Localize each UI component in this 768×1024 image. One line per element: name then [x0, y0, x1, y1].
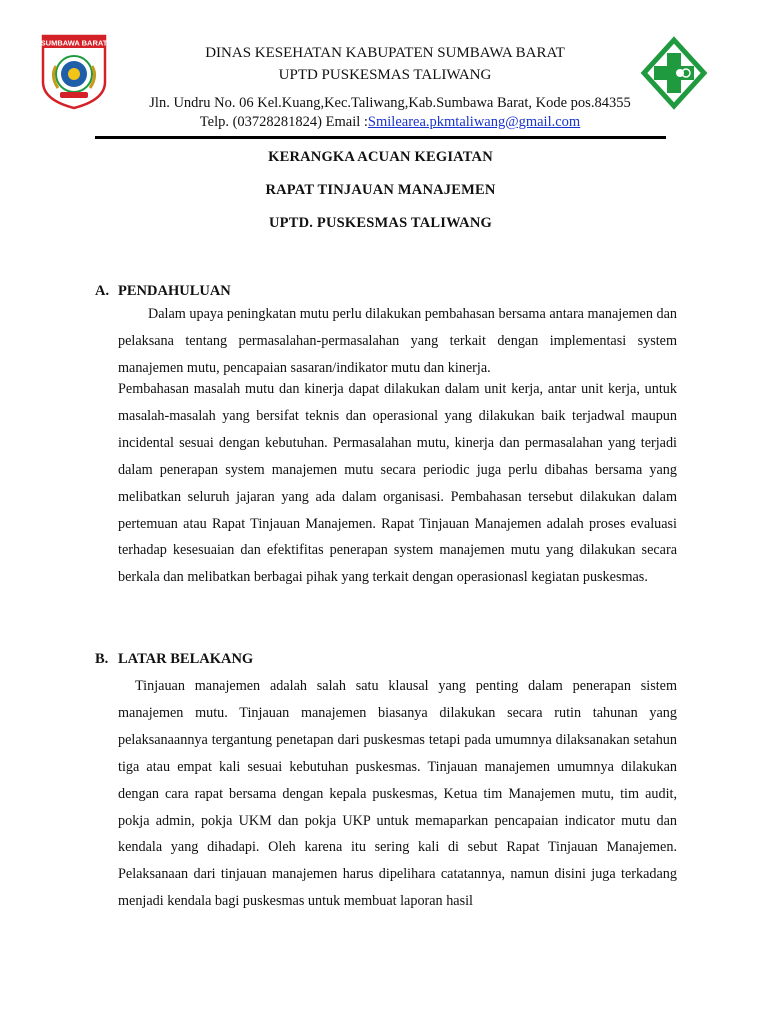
section-heading-pendahuluan [95, 283, 231, 300]
section-heading-latar-belakang [95, 651, 253, 668]
letterhead-contact [120, 113, 660, 132]
document-organization: UPTD. PUSKESMAS TALIWANG [268, 215, 492, 231]
section-title: PENDAHULUAN [118, 283, 231, 299]
sumbawa-barat-logo [40, 32, 108, 110]
section-title: LATAR BELAKANG [118, 651, 254, 667]
letterhead-divider [95, 136, 666, 139]
letterhead-unit: UPTD PUSKESMAS TALIWANG [278, 67, 492, 83]
email-link[interactable]: Smilearea.pkmtaliwang@gmail.com [367, 114, 581, 130]
paragraph: Tinjauan manajemen adalah salah satu klausal yang penting dalam penerapan sistem manajemen mutu. Tinjauan manajemen biasanya dilakukan secara rutin tahunan yang pelaksanaannya tergantung penetapan dari puskesmas tetapi pada umumnya dilaksanakan setahun tiga atau empat kali sesuai kebutuhan puskesmas. Tinjauan manajemen umumnya dilakukan dengan cara rapat bersama dengan kepala puskesmas, Ketua tim Manajemen mutu, tim audit, pokja admin, pokja UKM dan pokja UKP untuk memaparkan pencapaian indicator mutu dan kendala yang dihadapi. Oleh karena itu sering kali di sebut Rapat Tinjauan Manajemen. Pelaksanaan dari tinjauan manajemen harus dipelihara catatannya, namun disini juga terkadang menjadi kendala bagi puskesmas untuk membuat laporan hasil [118, 678, 677, 910]
letterhead-agency: DINAS KESEHATAN KABUPATEN SUMBAWA BARAT [205, 45, 565, 61]
section-number: A. [95, 283, 110, 299]
section-number: B. [95, 651, 109, 667]
paragraph: Dalam upaya peningkatan mutu perlu dilakukan pembahasan bersama antara manajemen dan pelaksana tentang permasalahan-permasalahan yang terkait dengan implementasi system manajemen mutu, pencapaian sasaran/indikator mutu dan kinerja. [118, 306, 677, 376]
document-title: KERANGKA ACUAN KEGIATAN [268, 149, 493, 165]
paragraph: Pembahasan masalah mutu dan kinerja dapat dilakukan dalam unit kerja, antar unit kerja, untuk masalah-masalah yang bersifat teknis dan operasional yang dilakukan baik terjadwal maupun incidental sesuai dengan kebutuhan. Permasalahan mutu, kinerja dan permasalahan yang terjadi dalam penerapan system manajemen mutu secara periodic juga perlu dibahas bersama yang melibatkan seluruh jajaran yang ada dalam organisasi. Pembahasan tersebut dilakukan dalam pertemuan atau Rapat Tinjauan Manajemen. Rapat Tinjauan Manajemen adalah proses evaluasi terhadap kesesuaian dan efektifitas penerapan system manajemen mutu yang dilakukan secara berkala dan melibatkan berbagai pihak yang terkait dengan operasionasl kegiatan puskesmas. [118, 381, 677, 586]
phone-text: Telp. (03728281824) Email : [199, 114, 368, 130]
logo-banner-text: SUMBAWA BARAT [40, 38, 108, 48]
document-subtitle: RAPAT TINJAUAN MANAJEMEN [265, 182, 496, 198]
letterhead-address: Jln. Undru No. 06 Kel.Kuang,Kec.Taliwang,Kab.Sumbawa Barat, Kode pos.84355 [149, 95, 631, 111]
